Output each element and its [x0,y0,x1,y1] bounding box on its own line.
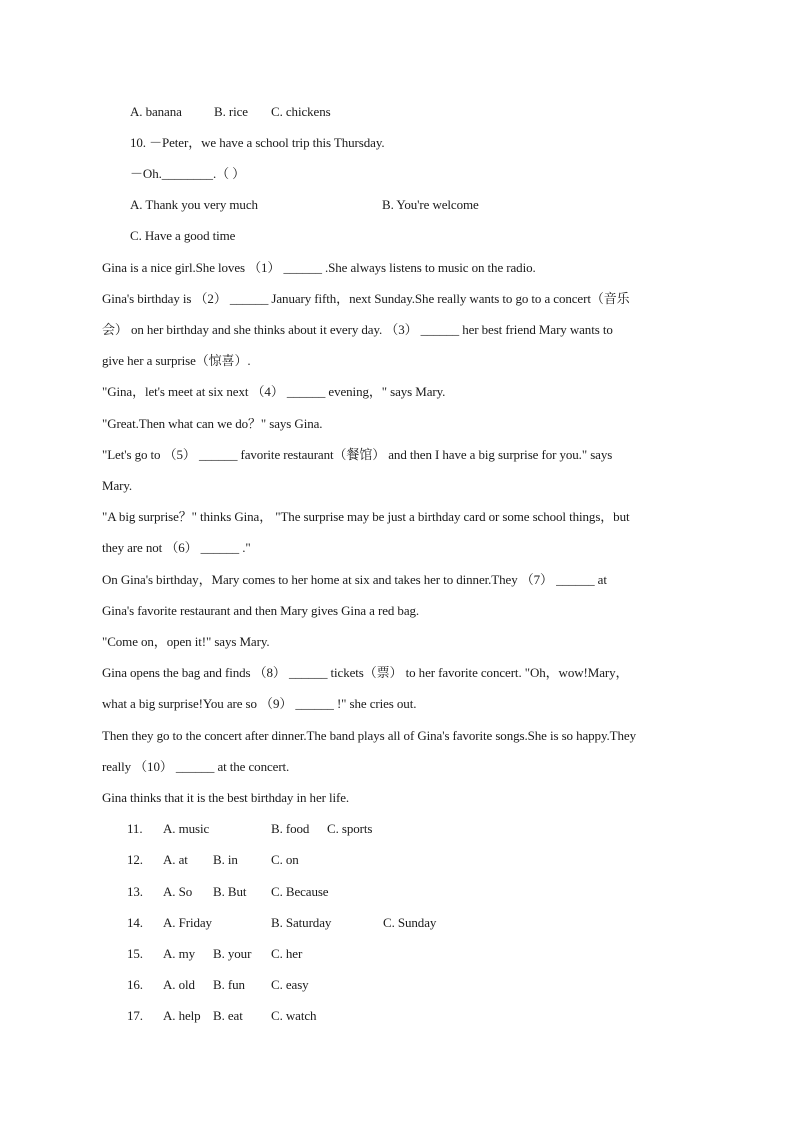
option-c: C. Sunday [383,915,437,930]
option-c: C. sports [327,821,373,836]
passage-line: Gina's birthday is （2） ______ January fifth，next Sunday.She really wants to go to a concert（音乐 [102,291,630,306]
option-a: A. Friday [163,915,212,930]
q9-option-c: C. chickens [271,104,331,119]
passage-line: Gina thinks that it is the best birthday in her life. [102,790,350,805]
passage-line: what a big surprise!You are so （9） ______ !" she cries out. [102,696,417,711]
passage-line: Then they go to the concert after dinner.The band plays all of Gina's favorite songs.She is so happy.They [102,728,636,743]
passage-line: Mary. [102,478,133,493]
q10-option-c: C. Have a good time [130,228,236,243]
option-b: B. your [213,946,252,961]
option-b: B. in [213,852,238,867]
passage-line: On Gina's birthday，Mary comes to her home at six and takes her to dinner.They （7） ______ at [102,572,607,587]
option-c: C. easy [271,977,309,992]
passage-line: "Gina，let's meet at six next （4） ______ evening，" says Mary. [102,384,446,399]
option-a: A. at [163,852,188,867]
option-b: B. eat [213,1008,243,1023]
q10-stem: 10. －Peter，we have a school trip this Thursday. [130,135,385,150]
option-b: B. fun [213,977,245,992]
q10-option-a: A. Thank you very much [130,197,258,212]
option-b: B. food [271,821,310,836]
q10-option-b: B. You're welcome [382,197,479,212]
option-c: C. Because [271,884,329,899]
question-number: 15. [127,946,143,961]
question-number: 11. [127,821,143,836]
passage-line: Gina opens the bag and finds （8） ______ tickets（票） to her favorite concert. "Oh，wow!Mary， [102,665,629,680]
passage-line: "Great.Then what can we do？" says Gina. [102,416,323,431]
passage-line: Gina's favorite restaurant and then Mary gives Gina a red bag. [102,603,420,618]
passage-line: Gina is a nice girl.She loves （1） ______ .She always listens to music on the radio. [102,260,536,275]
option-a: A. So [163,884,193,899]
q9-option-a: A. banana [130,104,182,119]
passage-line: 会） on her birthday and she thinks about it every day. （3） ______ her best friend Mary wants to [102,322,613,337]
option-c: C. her [271,946,303,961]
q10-reply: －Oh.________.（ ） [130,166,246,181]
question-number: 12. [127,852,143,867]
option-a: A. help [163,1008,201,1023]
passage-line: "Come on，open it!" says Mary. [102,634,270,649]
passage-line: they are not （6） ______ ." [102,540,251,555]
option-a: A. old [163,977,195,992]
question-number: 14. [127,915,143,930]
q9-option-b: B. rice [214,104,248,119]
passage-line: really （10） ______ at the concert. [102,759,290,774]
passage-line: "A big surprise？" thinks Gina， "The surprise may be just a birthday card or some school things，but [102,509,630,524]
option-c: C. on [271,852,299,867]
option-a: A. my [163,946,196,961]
question-number: 16. [127,977,143,992]
option-b: B. Saturday [271,915,332,930]
question-number: 17. [127,1008,143,1023]
passage-line: "Let's go to （5） ______ favorite restaurant（餐馆） and then I have a big surprise for you." says [102,447,613,462]
passage-line: give her a surprise（惊喜）. [102,353,251,368]
question-number: 13. [127,884,143,899]
option-a: A. music [163,821,210,836]
option-c: C. watch [271,1008,317,1023]
option-b: B. But [213,884,247,899]
